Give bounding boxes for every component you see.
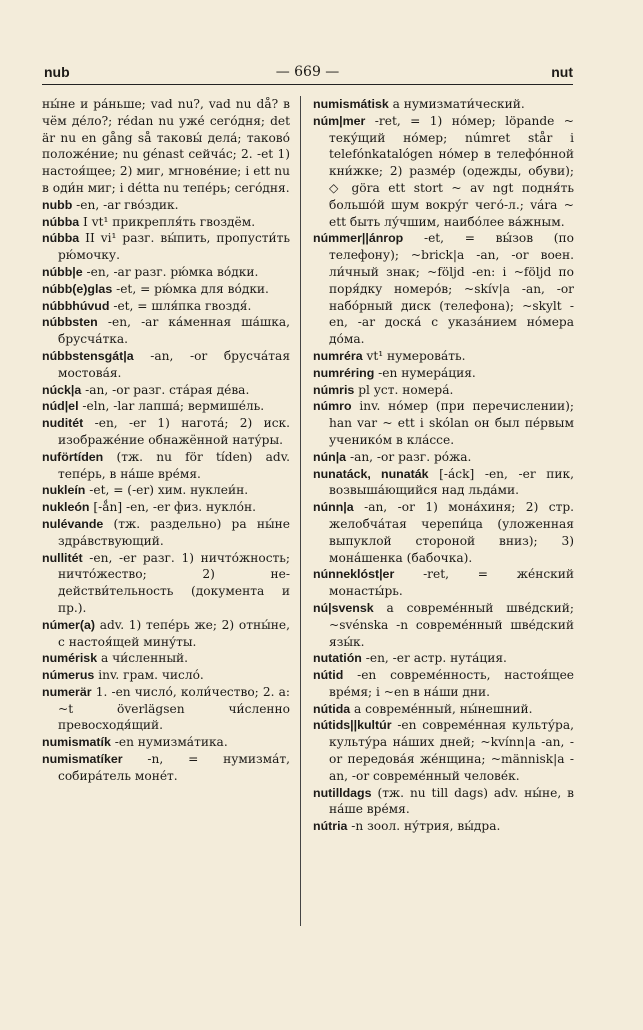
entry-definition: -en, -ar ка́менная ша́шка, брусча́тка. [58,315,290,347]
entry-definition: -en совреме́нность, настоя́щее вре́мя; i ~en в на́ши дни. [329,668,575,699]
entry-definition: -en совреме́нная культу́ра, культу́ра на́ших дней; ~kvínn|a -an, -or передова́я же́нщина; ~människ|a -an, -or совреме́нный челове́к. [329,718,574,783]
entry-headword: nútida [313,701,351,716]
entry-definition: -et, = (-er) хим. нуклеи́н. [89,483,249,498]
entry-definition: -an, -or брусча́тая мостова́я. [58,348,291,380]
dictionary-entry [42,734,290,751]
entry-definition: I vt¹ прикрепля́ть гвоздём. [83,214,256,229]
entry-headword: númer(a) [42,617,96,632]
dictionary-entry [42,684,290,734]
entry-headword: nú|svensk [313,600,374,615]
dictionary-entry [42,482,290,499]
entry-headword: nulévande [42,516,104,531]
entry-definition: -en, -er разг. 1) ничто́жность; ничто́жество; 2) недействи́тельность (документа и пр.). [58,550,290,615]
page-header [42,64,573,84]
dictionary-entry [313,382,574,399]
entry-definition: -an, -or 1) мона́хиня; 2) стр. желобча́тая черепи́ца (уложенная выпуклой стороной вниз); 3) мона́шенка (бабочка). [329,500,574,565]
entry-definition: -en, -er 1) нагота́; 2) иск. изображе́ние обнажённой нату́ры. [58,416,291,447]
entry-definition: a совреме́нный шве́дский; ~svénska -n совреме́нный шве́дский язы́к. [329,600,574,649]
entry-headword: númro [313,399,352,414]
entry-definition: [-ǻn] -en, -er физ. нукло́н. [93,500,256,515]
entry-headword: núbb|e [42,264,83,279]
entry-definition: (тж. nu till dags) adv. ны́не, в на́ше вре́мя. [329,785,574,817]
dictionary-entry [313,818,574,835]
entry-definition: a нумизмати́ческий. [392,97,525,111]
entry-headword: nukleín [42,483,86,498]
entry-headword: núbba [42,231,80,246]
entry-definition: -et, = шля́пка гвоздя́. [113,298,252,313]
dictionary-entry [42,230,290,264]
dictionary-entry [42,264,290,281]
dictionary-entry [42,298,290,315]
entry-headword: núbba [42,214,80,229]
entry-headword: núnneklóst|er [313,567,395,582]
dictionary-entry [42,96,290,197]
dictionary-entry [313,365,574,382]
entry-definition: -an, -or разг. ста́рая де́ва. [85,382,250,397]
entry-headword: núbb(e)glas [42,281,113,296]
dictionary-entry [42,449,290,483]
entry-definition: -en нумизма́тика. [114,735,228,750]
entry-headword: núbbsten [42,315,98,330]
entry-definition: 1. -en число́, коли́чество; 2. a: ~t överlägsen чи́сленно превосходя́щий. [58,684,291,733]
entry-definition: -en, -ar гво́здик. [76,197,179,212]
dictionary-entry [42,382,290,399]
dictionary-entry [313,348,574,365]
entry-definition: -n зоол. ну́трия, вы́дра. [351,819,501,834]
entry-definition: inv. грам. число́. [98,668,204,683]
entry-headword: núbbhúvud [42,298,110,313]
entry-definition: ны́не и ра́ньше; vad nu?, vad nu då? в чём де́ло?; rédan nu уже́ сего́дня; det är nu en gång så таковы́ дела́; таково́ положе́ние; nu génast сейча́с; 2. -et 1) настоя́щее; 2) миг, мгнове́ние; i ett nu в оди́н миг; i détta nu тепе́рь; сего́дня. [42,97,290,195]
entry-headword: núck|a [42,382,82,397]
entry-definition: -eln, -lar лапша́; вермише́ль. [82,399,265,414]
entry-headword: numismatík [42,735,111,750]
entry-definition: (тж. nu för tíden) adv. тепе́рь, в на́ше вре́мя. [58,449,291,481]
dictionary-entry [42,314,290,348]
dictionary-entry [313,667,574,701]
dictionary-entry [42,398,290,415]
entry-headword: numerär [42,684,92,699]
dictionary-entry [42,617,290,651]
entry-headword: nútids||kultúr [313,718,392,733]
entry-definition: -en, -ar разг. рю́мка во́дки. [86,264,259,279]
entry-headword: nún|a [313,449,347,464]
entry-headword: núnn|a [313,500,354,515]
entry-headword: nutilldags [313,785,372,800]
header-right-guide-word: nut [551,64,573,80]
entry-headword: numréring [313,365,375,380]
dictionary-entry [42,650,290,667]
dictionary-entry [313,398,574,448]
entry-headword: nutatión [313,651,362,666]
column-divider [300,96,301,926]
right-column [313,96,574,835]
entry-headword: nuförtíden [42,449,104,464]
entry-headword: númerus [42,668,95,683]
entry-definition: a чи́сленный. [100,651,189,666]
dictionary-entry [42,751,290,785]
dictionary-entry [313,96,574,113]
entry-definition: (тж. раздельно) ра ны́не здра́вствующий. [58,516,290,548]
entry-headword: numismatíker [42,752,123,767]
dictionary-entry [313,113,574,231]
entry-headword: númris [313,382,355,397]
entry-headword: numérisk [42,651,98,666]
entry-headword: nullitét [42,550,83,565]
entry-definition: -en нумера́ция. [378,365,476,380]
dictionary-entry [313,701,574,718]
dictionary-entry [42,197,290,214]
dictionary-entry [313,717,574,784]
entry-definition: vt¹ нумерова́ть. [366,348,466,363]
entry-headword: númmer||ánrop [313,231,404,246]
entry-definition: -ret, = 1) но́мер; löpande ~ теку́щий но́мер; númret står i telefónkatalógen но́мер в телефо́нной кни́жке; 2) разме́р (одежды, обуви); ◇ göra ett stort ~ av ngt подня́ть большо́й шум вокру́г чего́-л.; vára ~ ett быть лу́чшим, наибо́лее ва́жным. [329,113,575,229]
dictionary-entry [313,230,574,348]
entry-headword: numismátisk [313,97,389,111]
dictionary-entry [313,650,574,667]
left-column [42,96,290,785]
entry-definition: -en, -er астр. нута́ция. [365,651,507,666]
dictionary-entry [313,499,574,566]
dictionary-entry [313,466,574,500]
dictionary-entry [42,550,290,617]
entry-definition: -an, -or разг. ро́жа. [349,449,472,464]
entry-definition: [-áck] -en, -er пик, возвыша́ющийся над льда́ми. [329,466,574,498]
entry-definition: adv. 1) тепе́рь же; 2) отны́не, с настоя́щей мину́ты. [58,617,290,649]
entry-headword: nútria [313,819,348,834]
dictionary-entry [42,348,290,382]
dictionary-entry [313,566,574,600]
dictionary-entry [42,281,290,298]
dictionary-entry [42,415,290,449]
dictionary-entry [313,785,574,819]
entry-definition: -et, = вы́зов (по телефону); ~brick|a -an, -or воен. ли́чный знак; ~följd -en: i ~följd по поря́дку номеро́в; ~skív|a -an, -or набо́рный диск (телефона); ~skylt -en, -ar доска́ с указа́нием но́мера до́ма. [329,231,574,347]
entry-headword: núbbstensgát|a [42,348,134,363]
entry-definition: -et, = рю́мка для во́дки. [116,281,269,296]
entry-definition: inv. но́мер (при перечислении); han var ~ ett i skólan он был пе́рвым ученико́м в кла́ссе. [329,399,575,447]
entry-headword: nuditét [42,416,84,431]
entry-headword: nukleón [42,500,90,515]
entry-headword: núm|mer [313,113,366,128]
dictionary-entry [42,516,290,550]
entry-definition: a совреме́нный, ны́нешний. [354,701,533,716]
entry-definition: -ret, = же́нский монасты́рь. [329,567,575,599]
header-left-guide-word: nub [44,64,70,80]
dictionary-entry [42,214,290,231]
entry-definition: II vi¹ разг. вы́пить, пропусти́ть рю́мочку. [58,231,291,263]
entry-definition: pl уст. номера́. [358,382,454,397]
entry-headword: nunatáck, nunaták [313,466,429,481]
dictionary-entry [42,667,290,684]
entry-headword: nubb [42,197,73,212]
dictionary-entry [313,449,574,466]
page-number: — 669 — [275,64,340,80]
entry-headword: nútid [313,668,344,683]
entry-headword: numréra [313,348,363,363]
dictionary-entry [42,499,290,516]
entry-headword: núd|el [42,399,79,414]
entry-definition: -n, = нумизма́т, собира́тель моне́т. [58,752,290,783]
dictionary-entry [313,600,574,650]
header-rule [42,84,573,85]
